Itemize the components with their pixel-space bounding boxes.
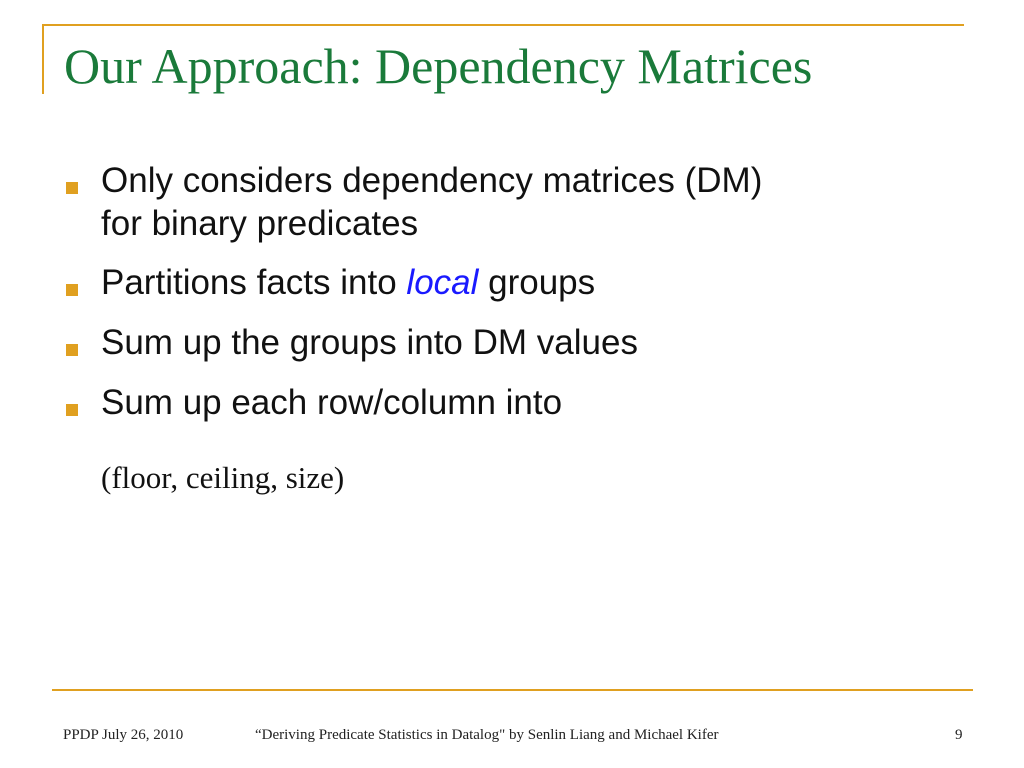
bullet-emphasis: local — [406, 263, 479, 303]
bullet-text-before: Partitions facts into — [101, 263, 407, 303]
bullet-text: Sum up the groups into DM values — [101, 323, 638, 363]
bullet-item — [64, 262, 944, 305]
bullet-item — [64, 322, 944, 365]
square-bullet-icon — [66, 284, 78, 296]
square-bullet-icon — [66, 404, 78, 416]
bottom-rule — [52, 689, 973, 691]
bullet-text: Sum up each row/column into — [101, 382, 563, 422]
bullet-item — [64, 160, 944, 245]
bullet-text-line: Only considers dependency matrices (DM) — [101, 161, 763, 200]
bullet-item — [64, 382, 944, 425]
slide-title: Our Approach: Dependency Matrices — [64, 38, 813, 94]
top-rule — [42, 24, 964, 26]
bullet-text-line: for binary predicates — [101, 203, 419, 243]
left-rule — [42, 24, 44, 94]
bullet-continuation: (floor, ceiling, size) — [101, 460, 345, 495]
footer-page-number: 9 — [955, 727, 963, 743]
square-bullet-icon — [66, 344, 78, 356]
bullet-list — [64, 160, 944, 441]
bullet-text-after: groups — [478, 263, 596, 303]
square-bullet-icon — [66, 182, 78, 194]
footer-conference-date: PPDP July 26, 2010 — [63, 727, 184, 743]
footer-paper-credit: “Deriving Predicate Statistics in Datalog" by Senlin Liang and Michael Kifer — [255, 727, 719, 743]
